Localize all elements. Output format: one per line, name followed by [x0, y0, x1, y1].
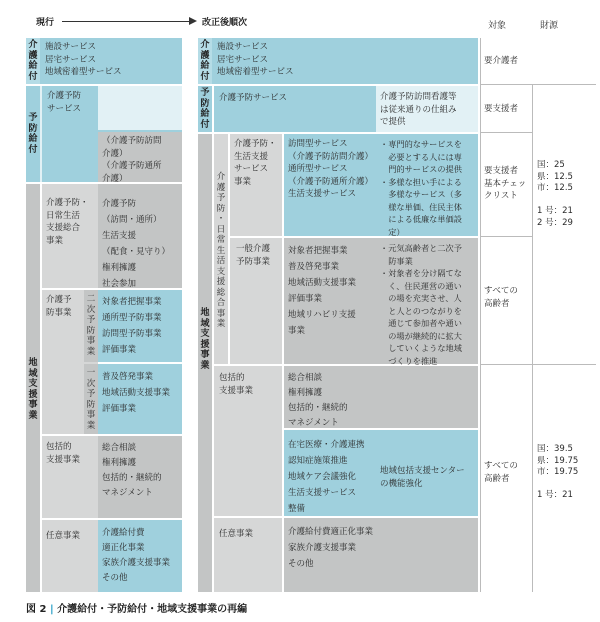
right-ippan-label: 一般介護 予防事業 — [236, 244, 271, 267]
right-yobo-note: 介護予防訪問看護等 は従来通りの仕組み で提供 — [380, 92, 457, 127]
left-yobo-sub: （介護予防訪問 介護） （介護予防通所 介護） — [102, 136, 162, 184]
left-hokatsu-items: 総合相談 権利擁護 包括的・継続的 マネジメント — [102, 443, 162, 498]
left-yobo-empty-cell — [98, 86, 182, 130]
left-yobo-jigyo-label: 介護予 防事業 — [46, 295, 72, 318]
right-seikatsu-items: 訪問型サービス （介護予防訪問介護） 通所型サービス （介護予防通所介護） 生活支援サービス — [288, 139, 374, 199]
left-nini-label: 任意事業 — [46, 531, 81, 541]
right-chiiki-label: 地 域 支 援 事 業 — [200, 308, 210, 371]
caption-text: 介護給付・予防給付・地域支援事業の再編 — [57, 604, 248, 615]
right-nini-label: 任意事業 — [219, 529, 254, 539]
divider-1 — [480, 84, 596, 85]
left-ichiji-label: 一 次 予 防 事 業 — [86, 368, 96, 431]
divider-2 — [480, 132, 532, 133]
current-header: 現行 — [36, 18, 55, 28]
right-yobo-service: 介護予防サービス — [219, 93, 288, 103]
left-nini-items: 介護給付費 適正化事業 家族介護支援事業 その他 — [102, 528, 171, 583]
funding-upper: 国：25 県：12.5 市：12.5 1 号：21 2 号：29 — [537, 160, 573, 228]
right-nini-items: 介護給付費適正化事業 家族介護支援事業 その他 — [288, 527, 374, 569]
left-kaigo-kyufu-label: 介 護 給 付 — [28, 40, 38, 82]
target-youshien-check: 要支援者 基本チェッ クリスト — [484, 166, 527, 201]
right-hokatsu-label: 包括的 支援事業 — [219, 373, 254, 396]
right-ippan-items: 対象者把握事業 普及啓発事業 地域活動支援事業 評価事業 地域リハビリ支援 事業 — [288, 246, 357, 336]
arrow-head-icon — [189, 17, 197, 25]
transition-arrow-line — [62, 21, 189, 22]
left-nichijo-label: 介護予防・ 日常生活 支援総合 事業 — [46, 198, 89, 246]
caption-label: 図 2 — [26, 604, 47, 615]
left-kaigo-kyufu-items: 施設サービス 居宅サービス 地域密着型サービス — [45, 42, 122, 77]
target-funding-area — [480, 38, 596, 592]
right-ippan-desc: ・元気高齢者と二次予 防事業 ・対象者を分け隔てな く、住民運営の通い の場を充実させ、人 と人とのつながりを 通じて参加者や通い の場が継続的に拡大 していくような地域 づくりを推進 — [380, 243, 462, 366]
left-niji-label: 二 次 予 防 事 業 — [86, 294, 96, 357]
target-all-elderly-1: すべての 高齢者 — [484, 286, 518, 309]
right-seikatsu-desc: ・専門的なサービスを 必要とする人には専 門的サービスの提供 ・多様な担い手による 多様なサービス（多 様な単価、住民主体 による低廉な単価設 定） — [380, 139, 462, 237]
right-sogo-label: 介 護 予 防 ・ 日 常 生 活 支 援 総 合 事 業 — [216, 172, 226, 329]
right-yobo-kyufu-label: 予 防 給 付 — [200, 88, 210, 130]
target-youkaigo: 要介護者 — [484, 56, 519, 66]
caption-bar-icon: | — [49, 604, 54, 615]
funding-lower: 国：39.5 県：19.75 市：19.75 1 号：21 — [537, 444, 579, 500]
figure-caption — [26, 600, 247, 615]
right-seikatsu-label: 介護予防・ 生活支援 サービス 事業 — [234, 139, 277, 187]
revised-header: 改正後順次 — [202, 18, 248, 28]
target-youshien: 要支援者 — [484, 104, 519, 114]
right-hokatsu-new: 在宅医療・介護連携 認知症施策推進 地域ケア会議強化 生活支援サービス 整備 — [288, 440, 365, 514]
right-kaigo-kyufu-items: 施設サービス 居宅サービス 地域密着型サービス — [217, 42, 294, 77]
funding-column-header: 財源 — [540, 21, 559, 31]
target-all-elderly-2: すべての 高齢者 — [484, 461, 518, 484]
divider-4 — [480, 364, 596, 365]
right-kaigo-kyufu-label: 介 護 給 付 — [200, 40, 210, 82]
divider-3 — [480, 236, 532, 237]
left-nichijo-items: 介護予防 （訪問・通所） 生活支援 （配食・見守り） 権利擁護 社会参加 — [102, 199, 171, 289]
divider-vertical — [532, 84, 533, 592]
left-yobo-kyufu-label: 予 防 給 付 — [28, 113, 38, 155]
left-hokatsu-label: 包括的 支援事業 — [46, 442, 81, 465]
left-chiiki-label: 地 域 支 援 事 業 — [28, 358, 38, 421]
left-yobo-service: 介護予防 サービス — [47, 91, 82, 114]
right-hokatsu-center: 地域包括支援センター の機能強化 — [380, 466, 465, 489]
target-column-header: 対象 — [488, 21, 507, 31]
left-niji-items: 対象者把握事業 通所型予防事業 訪問型予防事業 評価事業 — [102, 297, 162, 355]
right-hokatsu-items: 総合相談 権利擁護 包括的・継続的 マネジメント — [288, 373, 348, 428]
left-ichiji-items: 普及啓発事業 地域活動支援事業 評価事業 — [102, 372, 171, 414]
